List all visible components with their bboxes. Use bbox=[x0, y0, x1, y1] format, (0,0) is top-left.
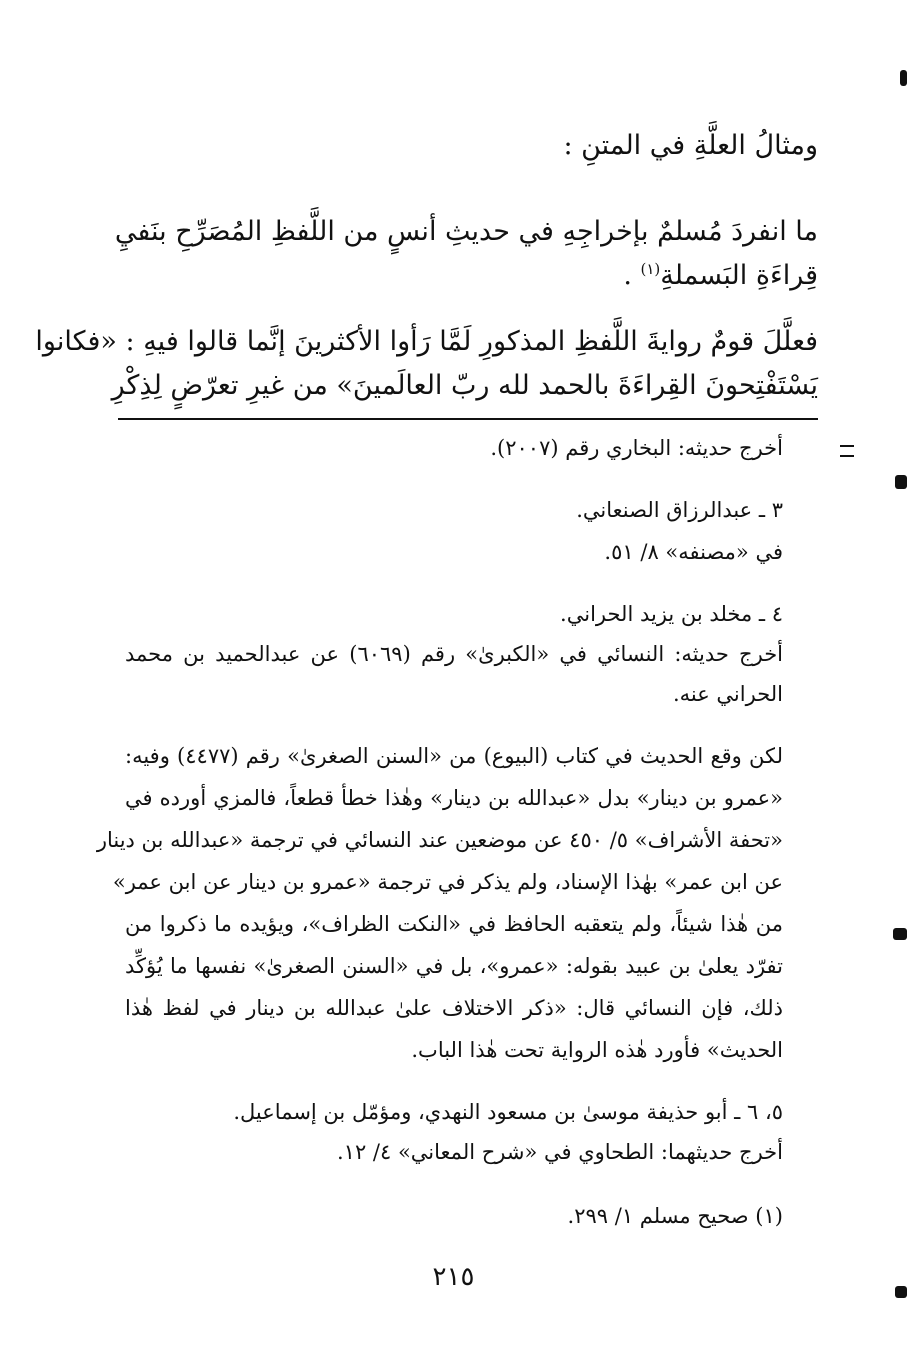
paragraph-1-line-1: ما انفردَ مُسلمٌ بإخراجِهِ في حديثِ أنسٍ من اللَّفظِ المُصَرِّحِ بنَفيِ bbox=[114, 216, 818, 247]
footnote-1: (١) صحيح مسلم ١/ ٢٩٩. bbox=[567, 1204, 783, 1228]
footnote-ref-1: (١) bbox=[640, 260, 661, 278]
note-line-4: ٤ ـ مخلد بن يزيد الحراني. bbox=[560, 602, 783, 626]
note-line-8: «عمرو بن دينار» بدل «عبدالله بن دينار» وهٰذا خطأ قطعاً، فالمزي أورده في bbox=[125, 786, 783, 810]
paragraph-1-line-2 bbox=[623, 262, 818, 289]
note-line-5: أخرج حديثه: النسائي في «الكبرىٰ» رقم (٦٠٦٩) عن عبدالحميد بن محمد bbox=[125, 642, 784, 666]
note-line-9: «تحفة الأشراف» ٥/ ٤٥٠ عن موضعين عند النسائي في ترجمة «عبدالله بن دينار bbox=[96, 828, 783, 852]
paragraph-1-line-2-text: قِراءَةِ البَسملةِ bbox=[660, 260, 818, 291]
binding-mark-icon bbox=[893, 928, 907, 940]
section-heading: ومثالُ العلَّةِ في المتنِ : bbox=[563, 130, 818, 161]
notes-block bbox=[96, 436, 784, 1238]
note-line-12: تفرّد يعلىٰ بن عبيد بقوله: «عمرو»، بل في «السنن الصغرىٰ» نفسها ما يُؤكِّد bbox=[125, 954, 783, 978]
note-line-7: لكن وقع الحديث في كتاب (البيوع) من «السنن الصغرىٰ» رقم (٤٤٧٧) وفيه: bbox=[125, 744, 783, 768]
note-line-1: أخرج حديثه: البخاري رقم (٢٠٠٧). bbox=[490, 436, 783, 460]
note-line-15: ٥، ٦ ـ أبو حذيفة موسىٰ بن مسعود النهدي، ومؤمّل بن إسماعيل. bbox=[233, 1100, 783, 1124]
footnote-separator bbox=[118, 418, 818, 420]
note-line-14: الحديث» فأورد هٰذه الرواية تحت هٰذا الباب. bbox=[411, 1038, 783, 1062]
note-line-6: الحراني عنه. bbox=[672, 682, 783, 706]
paragraph-1-end: . bbox=[623, 260, 641, 291]
note-line-2: ٣ ـ عبدالرزاق الصنعاني. bbox=[576, 498, 783, 522]
note-line-3: في «مصنفه» ٨/ ٥١. bbox=[604, 540, 783, 564]
main-text bbox=[35, 128, 818, 418]
page-number: ٢١٥ bbox=[432, 1262, 475, 1292]
margin-mark-icon bbox=[840, 445, 854, 457]
binding-mark-icon bbox=[895, 475, 907, 489]
note-line-13: ذلك، فإن النسائي قال: «ذكر الاختلاف علىٰ عبدالله بن دينار في لفظ هٰذا bbox=[125, 996, 783, 1020]
binding-mark-icon bbox=[900, 70, 907, 86]
note-line-16: أخرج حديثهما: الطحاوي في «شرح المعاني» ٤/ ١٢. bbox=[336, 1140, 783, 1164]
note-line-10: عن ابن عمر» بهٰذا الإسناد، ولم يذكر في ترجمة «عمرو بن دينار عن ابن عمر» bbox=[112, 870, 783, 894]
binding-mark-icon bbox=[895, 1286, 907, 1298]
note-line-11: من هٰذا شيئاً، ولم يتعقبه الحافظ في «النكت الظراف»، ويؤيده ما ذكروا من bbox=[125, 912, 783, 936]
paragraph-2-line-2: يَسْتَفْتِحونَ القِراءَةَ بالحمد لله ربّ العالَمينَ» من غيرِ تعرّضٍ لِذِكْرِ bbox=[111, 370, 818, 401]
paragraph-2-line-1: فعلَّلَ قومٌ روايةَ اللَّفظِ المذكورِ لَمَّا رَأوا الأكثرينَ إنَّما قالوا فيهِ : «فكانوا bbox=[35, 326, 818, 357]
